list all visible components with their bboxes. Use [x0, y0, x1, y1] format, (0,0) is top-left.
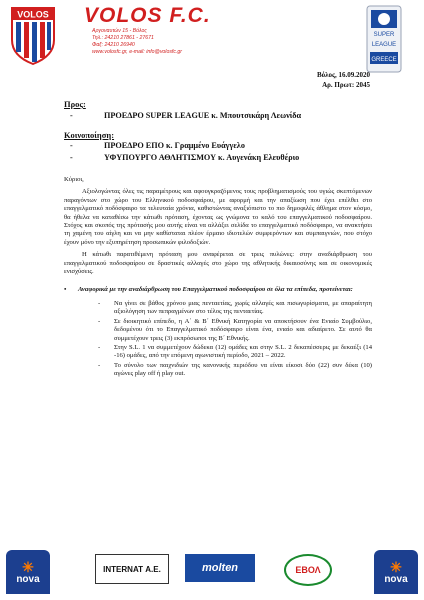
sponsor-name: nova [16, 573, 40, 585]
date-block [317, 70, 370, 90]
club-contact-info [92, 28, 182, 56]
nova-icon: ✳ [390, 558, 402, 575]
proposal-text: Να γίνει σε βάθος χρόνου μιας πενταετίας, χωρίς αλλαγές και πισωγυρίσματα, με απαραίτητη αξιολόγηση των πεπραγμένων στο τέλος της πενταετίας. [114, 299, 372, 316]
cc-label: Κοινοποίηση: [64, 129, 115, 140]
recipient-item: - ΠΡΟΕΔΡΟ SUPER LEAGUE κ. Μπουτσικάρη Λεωνίδα [70, 111, 302, 121]
nova-icon: ✳ [22, 558, 34, 575]
paragraph: Η κάτωθι παρατιθέμενη πρόταση μου αναφέρεται σε τρεις πυλώνες: στην αναδιάρθρωση του επαγγελματικού ποδοσφαίρου σε δραστικές αλλαγές στο χώρο της αθλητικής δικαιοσύνης και σε οικονομικές ενισχύσεις. [64, 251, 372, 276]
bullet-heading: • Αναφορικά με την αναδιάρθρωση του Επαγγελματικού ποδοσφαίρου σε όλα τα επίπεδα, προτείνεται: [64, 285, 353, 293]
sponsor-name: ΕΒΟΛ [295, 565, 321, 575]
proposal-item: - Σε διοικητικό επίπεδο, η Α΄ & Β΄ Εθνική Κατηγορία να αποκτήσουν ένα Ενιαίο Συμβούλιο, δεδομένου ότι το Επαγγελματικό ποδόσφαιρο είναι ένα, ενιαίο και αδιαίρετο. Σε αυτό θα συμμετέχουν τρεις (3) εκπρόσωποι της Β΄ Εθνικής. [98, 317, 372, 342]
contact-line: Τηλ.: 24210 27861 - 27671 [92, 35, 154, 41]
salutation: Κύριοι, [64, 176, 84, 184]
recipient-label: Προς: [64, 99, 86, 109]
proposal-text: Σε διοικητικό επίπεδο, η Α΄ & Β΄ Εθνική Κατηγορία να αποκτήσουν ένα Ενιαίο Συμβούλιο, δεδομένου ότι το Επαγγελματικό ποδόσφαιρο είναι ένα, ενιαίο και αδιαίρετο. Σε αυτό θα συμμετέχουν τρεις (3) εκπρόσωποι της Β΄ Εθνικής. [114, 317, 372, 342]
cc-item: - ΥΦΥΠΟΥΡΓΟ ΑΘΛΗΤΙΣΜΟΥ κ. Αυγενάκη Ελευθέριο [70, 152, 300, 162]
letter-body [64, 100, 372, 379]
sponsor-name: molten [201, 562, 239, 574]
protocol-number: Αρ. Πρωτ: 2045 [322, 81, 370, 89]
crest-text: VOLOS [17, 9, 49, 20]
sponsor-name: nova [384, 573, 408, 585]
sponsor-bar [0, 550, 424, 600]
molten-sponsor-logo [185, 554, 255, 582]
league-logo-text: LEAGUE [371, 42, 397, 48]
contact-line: Φαξ: 24210 26940 [92, 42, 135, 48]
cc-text: ΥΦΥΠΟΥΡΓΟ ΑΘΛΗΤΙΣΜΟΥ κ. Αυγενάκη Ελευθέριο [104, 152, 300, 162]
cc-item: - ΠΡΟΕΔΡΟ ΕΠΟ κ. Γραμμένο Ευάγγελο [70, 141, 245, 151]
date-line: Βόλος, 16.09.2020 [316, 71, 370, 79]
cc-text: ΠΡΟΕΔΡΟ ΕΠΟ κ. Γραμμένο Ευάγγελο [104, 141, 245, 151]
bullet-heading-text: Αναφορικά με την αναδιάρθρωση του Επαγγελματικού ποδοσφαίρου σε όλα τα επίπεδα, προτείνεται: [78, 285, 353, 293]
proposal-item: - Στην S.L. 1 να συμμετέχουν δώδεκα (12) ομάδες και στην S.L. 2 δεκαπέσσερις με δεκαέξι (14 -16) ομάδες, από την επόμενη αγωνιστική περίοδο, 2021 – 2022. [98, 343, 372, 360]
super-league-logo [353, 4, 415, 74]
letterhead [0, 0, 424, 80]
league-logo-text: SUPER [373, 32, 395, 38]
club-crest-logo [8, 4, 58, 66]
evol-sponsor-logo [284, 554, 332, 586]
proposal-text: Το σύνολο των παιχνιδιών της κανονικής περιόδου να είναι είκοσι δύο (22) συν δέκα (10) αγώνες play off ή play out. [114, 361, 372, 378]
internat-sponsor-logo [95, 554, 169, 584]
club-name: VOLOS F.C. [84, 4, 211, 27]
league-logo-text: GREECE [371, 57, 397, 63]
proposal-text: Στην S.L. 1 να συμμετέχουν δώδεκα (12) ομάδες και στην S.L. 2 δεκαπέσσερις με δεκαέξι (14 -16) ομάδες, από την επόμενη αγωνιστική περίοδο, 2021 – 2022. [114, 343, 372, 360]
recipient-text: ΠΡΟΕΔΡΟ SUPER LEAGUE κ. Μπουτσικάρη Λεωνίδα [104, 111, 302, 121]
nova-sponsor-logo [374, 550, 418, 594]
paragraph: Αξιολογώντας όλες τις παραμέτρους και αφουγκραζόμενος τους προβληματισμούς του υγιώς σκεπτόμενων παραγόντων στο χώρο του Ελληνικού ποδοσφαίρου, με αφορμή και την απαξίωση που έχει επέλθει στο επαγγελματικό ποδόσφαιρο τα τελευταία χρόνια, καθιστώντας αναξιόπιστο το πιο δημοφιλές άθλημα στον κόσμο, θα ήθελα να καταθέσω την κάτωθι πρόταση, έχοντας ως γνώμονα το καλό του επαγγελματικού ποδοσφαίρου. Στόχος και σκοπός της πρότασής μου αυτής είναι να αλλάξει σελίδα το επαγγελματικό ποδόσφαιρο, να ανακτήσει τη χαμένη του αίγλη και να μην καθίσταται πλέον έρμαιο ιδιοτελών συμφερόντων και συμπαιγνιών, που στόχο έχουν μόνο την εξυπηρέτηση προσωπικών φιλοδοξιών. [64, 188, 372, 246]
sponsor-name: INTERNAT Α.Ε. [103, 564, 161, 574]
contact-line: www.volosfc.gr, e-mail: info@volosfc.gr [92, 49, 183, 55]
proposal-item: - Να γίνει σε βάθος χρόνου μιας πενταετίας, χωρίς αλλαγές και πισωγυρίσματα, με απαραίτητη αξιολόγηση των πεπραγμένων στο τέλος της πενταετίας. [98, 299, 372, 316]
contact-line: Αργοναυτών 15 - Βόλος [92, 28, 147, 34]
nova-sponsor-logo [6, 550, 50, 594]
proposal-item: - Το σύνολο των παιχνιδιών της κανονικής περιόδου να είναι είκοσι δύο (22) συν δέκα (10) αγώνες play off ή play out. [98, 361, 372, 378]
